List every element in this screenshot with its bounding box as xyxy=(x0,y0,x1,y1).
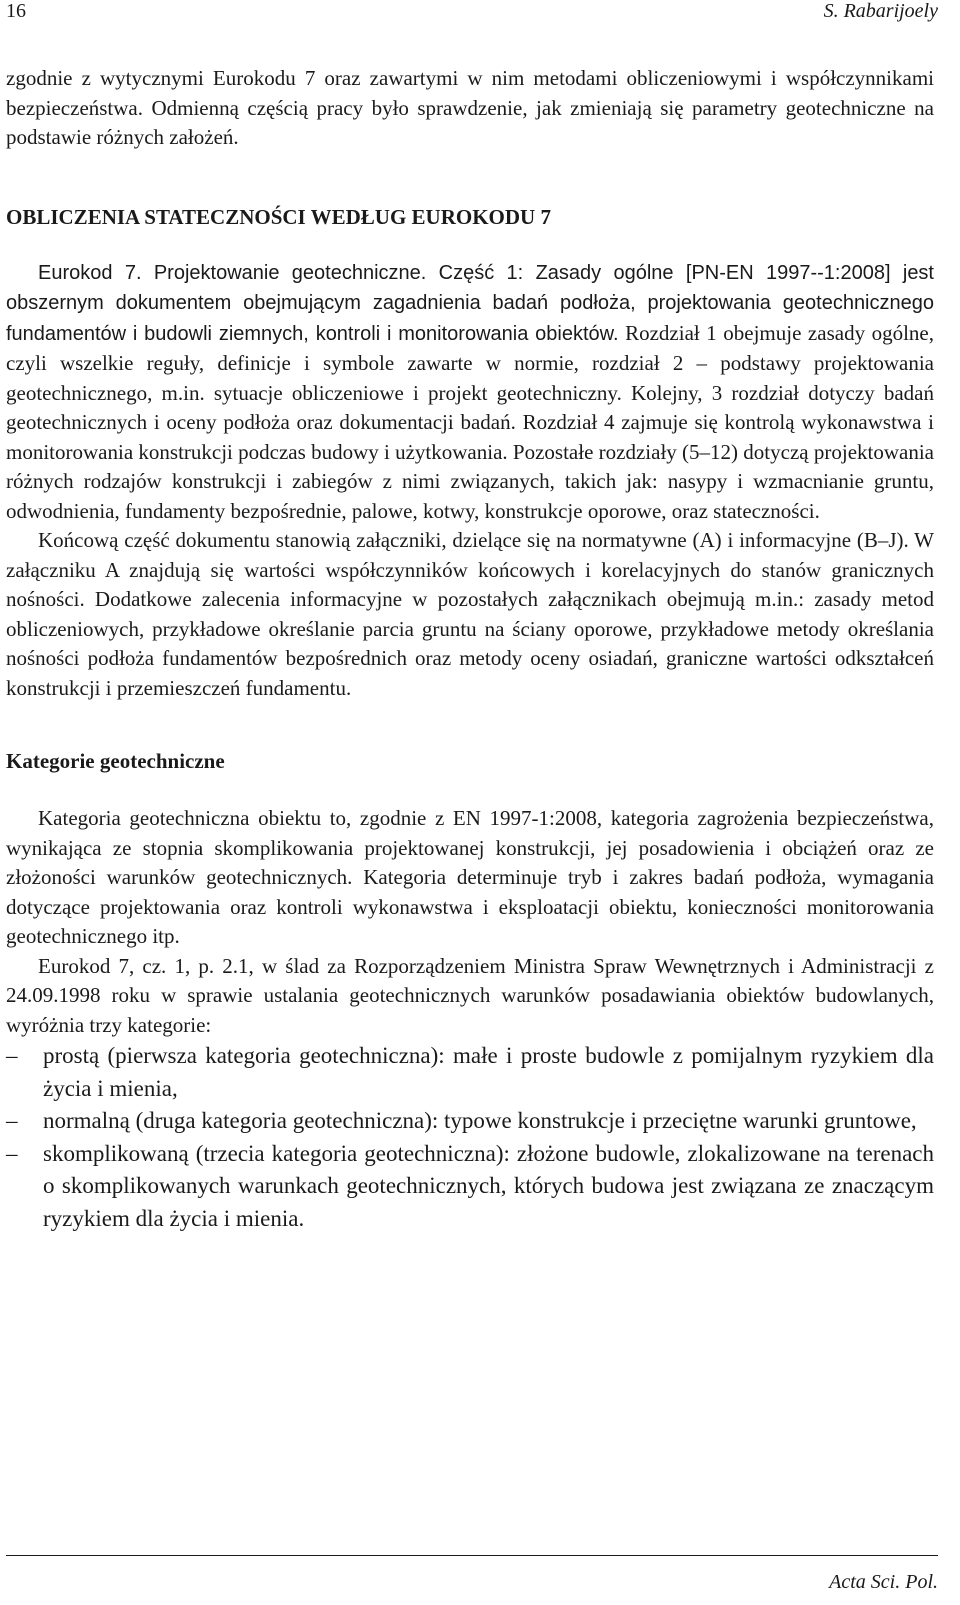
section-heading-categories: Kategorie geotechniczne xyxy=(6,749,225,773)
list-item-text: prostą (pierwsza kategoria geotechniczna): małe i proste budowle z pomijalnym ryzykiem dla życia i mienia, xyxy=(43,1043,934,1101)
eurocode-paragraph-lead: Eurokod 7. Projektowanie geotechniczne. Część 1: Zasady ogólne [PN-EN 1997--1:2008] jest obszernym dokumentem obejmującym zagadnienia badań podłoża, projektowania geotechnicznego fundamentów i budowli ziemnych, kontroli i monitorowania obiektów. xyxy=(6,261,934,345)
section-heading-stability: OBLICZENIA STATECZNOŚCI WEDŁUG EUROKODU 7 xyxy=(6,204,551,229)
list-item xyxy=(6,1040,934,1105)
eurocode-paragraph-rest: Rozdział 1 obejmuje zasady ogólne, czyli wszelkie reguły, definicje i symbole zawarte w normie, rozdział 2 – podstawy projektowania geotechnicznego, m.in. sytuacje obliczeniowe i projekt geotechniczny. Kolejny, 3 rozdział dotyczy badań geotechnicznych i oceny podłoża oraz dokumentacji badań. Rozdział 4 zajmuje się kontrolą wykonawstwa i monitorowania konstrukcji podczas budowy i użytkowania. Pozostałe rozdziały (5–12) dotyczą projektowania różnych rodzajów konstrukcji i zabiegów z nimi związanych, takich jak: nasypy i wzmacnianie gruntu, odwodnienia, fundamenty bezpośrednie, palowe, kotwy, konstrukcje oporowe, oraz stateczności. xyxy=(6,320,934,523)
running-head-author: S. Rabarijoely xyxy=(823,0,938,22)
intro-paragraph: zgodnie z wytycznymi Eurokodu 7 oraz zawartymi w nim metodami obliczeniowymi i współczynnikami bezpieczeństwa. Odmienną częścią pracy było sprawdzenie, jak zmieniają się parametry geotechniczne na podstawie różnych założeń. xyxy=(6,66,934,149)
list-marker: – xyxy=(6,1043,18,1068)
footer-rule xyxy=(6,1555,938,1556)
list-item xyxy=(6,1105,934,1138)
eurocode-paragraph xyxy=(6,258,934,527)
category-list xyxy=(6,1040,934,1235)
list-marker: – xyxy=(6,1140,18,1166)
list-marker: – xyxy=(6,1108,18,1133)
list-item-text: skomplikowaną (trzecia kategoria geotechniczna): złożone budowle, zlokalizowane na terenach o skomplikowanych warunkach geotechnicznych, których budowa jest związana ze znaczącym ryzykiem dla życia i mienia. xyxy=(43,1140,934,1231)
category-definition-paragraph: Kategoria geotechniczna obiektu to, zgodnie z EN 1997-1:2008, kategoria zagrożenia bezpieczeństwa, wynikająca ze stopnia skomplikowania projektowanej konstrukcji, jej posadowienia i obciążeń oraz ze złożoności warunków geotechnicznych. Kategoria determinuje tryb i zakres badań podłoża, wymagania dotyczące projektowania oraz kontroli wykonawstwa i eksploatacji obiektu, konieczności monitorowania geotechnicznego itp. xyxy=(6,806,934,948)
list-item xyxy=(6,1138,934,1236)
annexes-paragraph: Końcową część dokumentu stanowią załączniki, dzielące się na normatywne (A) i informacyjne (B–J). W załączniku A znajdują się wartości współczynników końcowych i korelacyjnych do stanów granicznych nośności. Dodatkowe zalecenia informacyjne w pozostałych załącznikach obejmują m.in.: zasady metod obliczeniowych, przykładowe określanie parcia gruntu na ściany oporowe, przykładowe metody określania nośności podłoża fundamentów bezpośrednich oraz metody oceny osiadań, graniczne wartości odkształceń konstrukcji i przemieszczeń fundamentu. xyxy=(6,528,934,700)
regulation-paragraph: Eurokod 7, cz. 1, p. 2.1, w ślad za Rozporządzeniem Ministra Spraw Wewnętrznych i Administracji z 24.09.1998 roku w sprawie ustalania geotechnicznych warunków posadawiania obiektów budowlanych, wyróżnia trzy kategorie: xyxy=(6,953,934,1037)
list-item-text: normalną (druga kategoria geotechniczna): typowe konstrukcje i przeciętne warunki gruntowe, xyxy=(43,1108,917,1133)
page-number: 16 xyxy=(6,0,26,22)
page-body xyxy=(6,64,934,1235)
footer-journal-title: Acta Sci. Pol. xyxy=(829,1571,938,1593)
